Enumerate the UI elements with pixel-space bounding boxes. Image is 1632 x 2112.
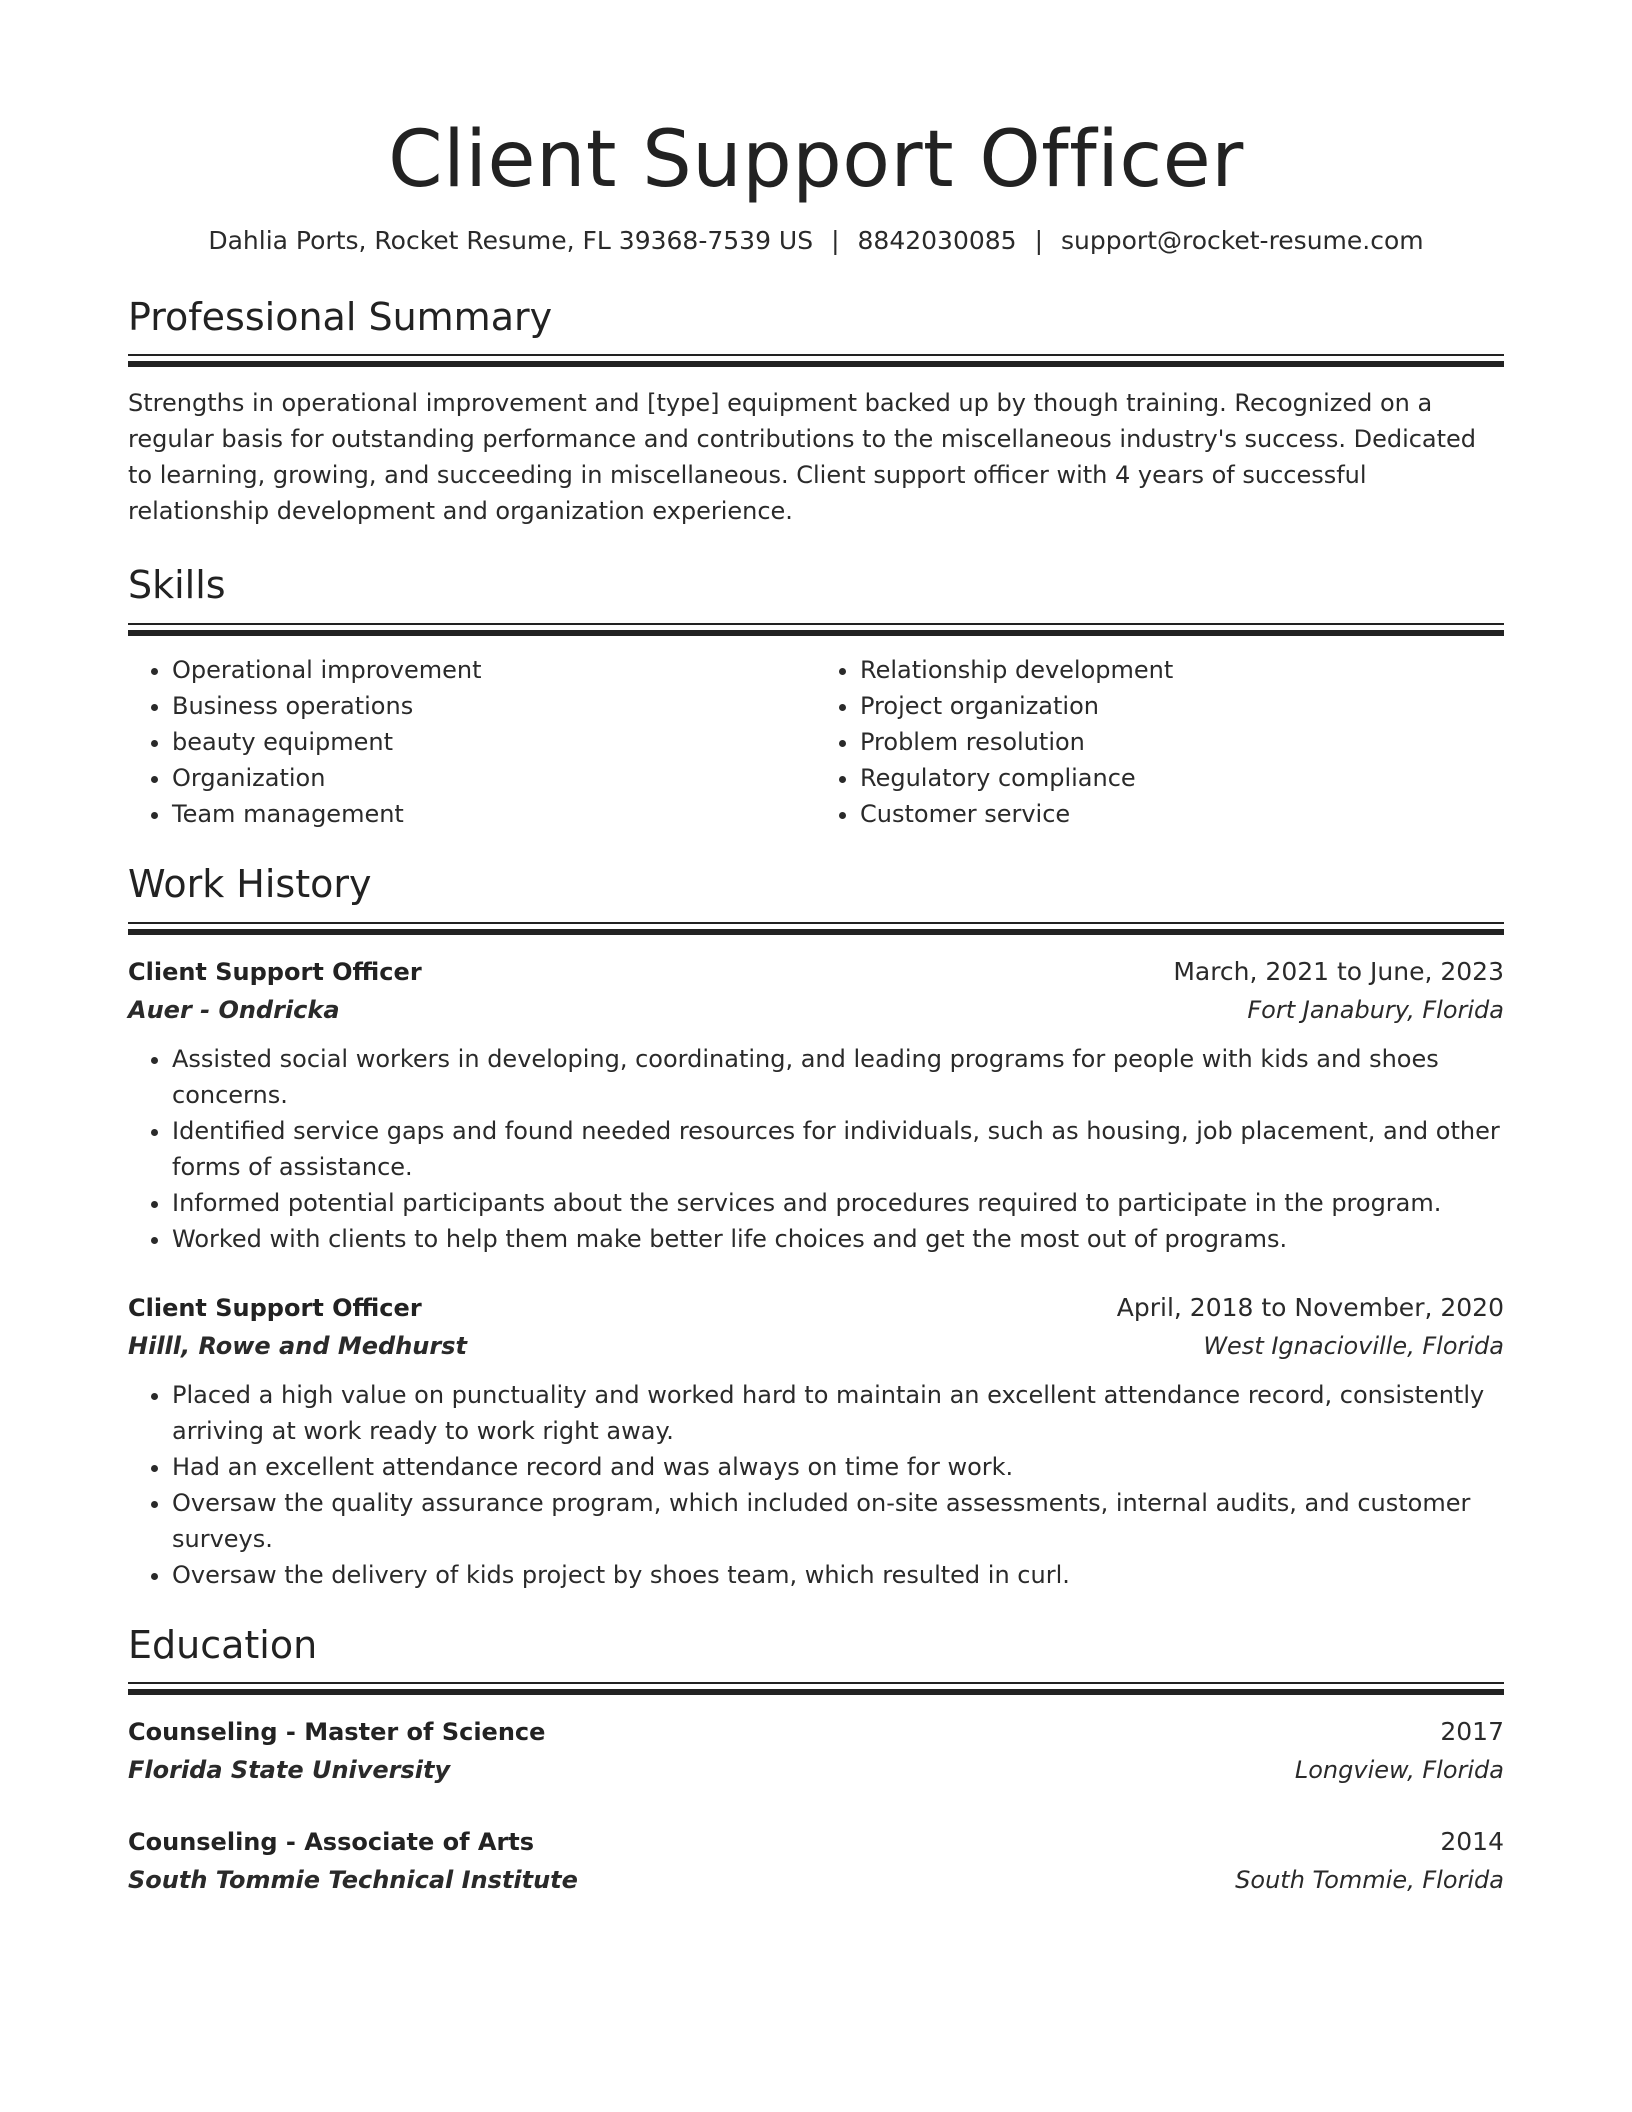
education-year: 2017 xyxy=(1440,1717,1504,1747)
job-bullet: • Informed potential participants about the services and procedures required to participate in the program. xyxy=(172,1185,1504,1221)
job-dates: April, 2018 to November, 2020 xyxy=(1116,1292,1504,1322)
contact-email: support@rocket-resume.com xyxy=(1061,225,1424,255)
education-school: Florida State University xyxy=(128,1756,451,1785)
skill-item: • Team management xyxy=(172,796,816,832)
skill-item: • Relationship development xyxy=(860,652,1504,688)
job-bullet: • Assisted social workers in developing, coordinating, and leading programs for people with kids and shoes concerns. xyxy=(172,1041,1504,1113)
education-school-row xyxy=(128,1861,1504,1899)
skill-item: • Operational improvement xyxy=(172,652,816,688)
job-location: Fort Janabury, Florida xyxy=(1247,995,1504,1024)
skill-item: • Customer service xyxy=(860,796,1504,832)
section-title-education: Education xyxy=(128,1622,318,1667)
education-location: South Tommie, Florida xyxy=(1235,1866,1504,1895)
section-divider xyxy=(128,354,1504,367)
summary-section xyxy=(128,295,1504,530)
resume-name: Client Support Officer xyxy=(388,115,1244,205)
section-title-skills: Skills xyxy=(128,563,226,608)
job-bullet: • Worked with clients to help them make better life choices and get the most out of programs. xyxy=(172,1221,1504,1257)
job-title: Client Support Officer xyxy=(128,957,422,986)
job-dates: March, 2021 to June, 2023 xyxy=(1173,956,1504,986)
education-degree: Counseling - Associate of Arts xyxy=(128,1828,535,1857)
job-bullets xyxy=(128,1041,1504,1257)
job-bullets xyxy=(128,1377,1504,1593)
education-header-row xyxy=(128,1713,1504,1751)
summary-text: Strengths in operational improvement and [type] equipment backed up by though training. Recognized on a regular basis for outstanding performance and contributions to the miscellaneous industry's success. Dedicated to learning, growing, and succeeding in miscellaneous. Client support officer with 4 years of successful relationship development and organization experience. xyxy=(128,389,1477,526)
section-divider xyxy=(128,623,1504,636)
education-school-row xyxy=(128,1751,1504,1789)
education-school: South Tommie Technical Institute xyxy=(128,1866,578,1895)
job-bullet: • Oversaw the delivery of kids project by shoes team, which resulted in curl. xyxy=(172,1557,1504,1593)
job-employer-row xyxy=(128,991,1504,1029)
section-title-summary: Professional Summary xyxy=(128,294,553,339)
skills-columns xyxy=(128,652,1504,832)
skill-item: • Organization xyxy=(172,760,816,796)
job-bullet: • Placed a high value on punctuality and worked hard to maintain an excellent attendance record, consistently arriving at work ready to work right away. xyxy=(172,1377,1504,1449)
contact-line xyxy=(128,226,1504,255)
job-employer-row xyxy=(128,1327,1504,1365)
education-section xyxy=(128,1623,1504,1900)
education-entry xyxy=(128,1823,1504,1899)
skills-section xyxy=(128,563,1504,832)
contact-separator: | xyxy=(1034,225,1044,255)
job-bullet: • Had an excellent attendance record and was always on time for work. xyxy=(172,1449,1504,1485)
section-divider xyxy=(128,922,1504,935)
education-degree: Counseling - Master of Science xyxy=(128,1718,546,1747)
contact-separator: | xyxy=(831,225,840,255)
job-location: West Ignacioville, Florida xyxy=(1203,1331,1504,1360)
skill-item: • Problem resolution xyxy=(860,724,1504,760)
education-header-row xyxy=(128,1823,1504,1861)
job-header-row xyxy=(128,953,1504,991)
skills-list-left xyxy=(128,652,816,832)
education-location: Longview, Florida xyxy=(1294,1756,1504,1785)
contact-phone: 8842030085 xyxy=(857,225,1017,255)
education-entry xyxy=(128,1713,1504,1789)
work-section xyxy=(128,862,1504,1593)
skill-item: • beauty equipment xyxy=(172,724,816,760)
job-bullet: • Oversaw the quality assurance program, which included on-site assessments, internal audits, and customer surveys. xyxy=(172,1485,1504,1557)
skill-item: • Business operations xyxy=(172,688,816,724)
job-header-row xyxy=(128,1289,1504,1327)
skill-item: • Project organization xyxy=(860,688,1504,724)
contact-address: Dahlia Ports, Rocket Resume, FL 39368-7539 US xyxy=(208,225,814,255)
job-title: Client Support Officer xyxy=(128,1293,422,1322)
section-divider xyxy=(128,1682,1504,1695)
job-entry xyxy=(128,1289,1504,1593)
job-employer: Hilll, Rowe and Medhurst xyxy=(128,1331,467,1360)
job-bullet: • Identified service gaps and found needed resources for individuals, such as housing, job placement, and other forms of assistance. xyxy=(172,1113,1504,1185)
section-title-work: Work History xyxy=(128,861,372,906)
skills-list-right xyxy=(816,652,1504,832)
skill-item: • Regulatory compliance xyxy=(860,760,1504,796)
job-entry xyxy=(128,953,1504,1257)
education-year: 2014 xyxy=(1440,1827,1504,1857)
job-employer: Auer - Ondricka xyxy=(128,995,340,1024)
